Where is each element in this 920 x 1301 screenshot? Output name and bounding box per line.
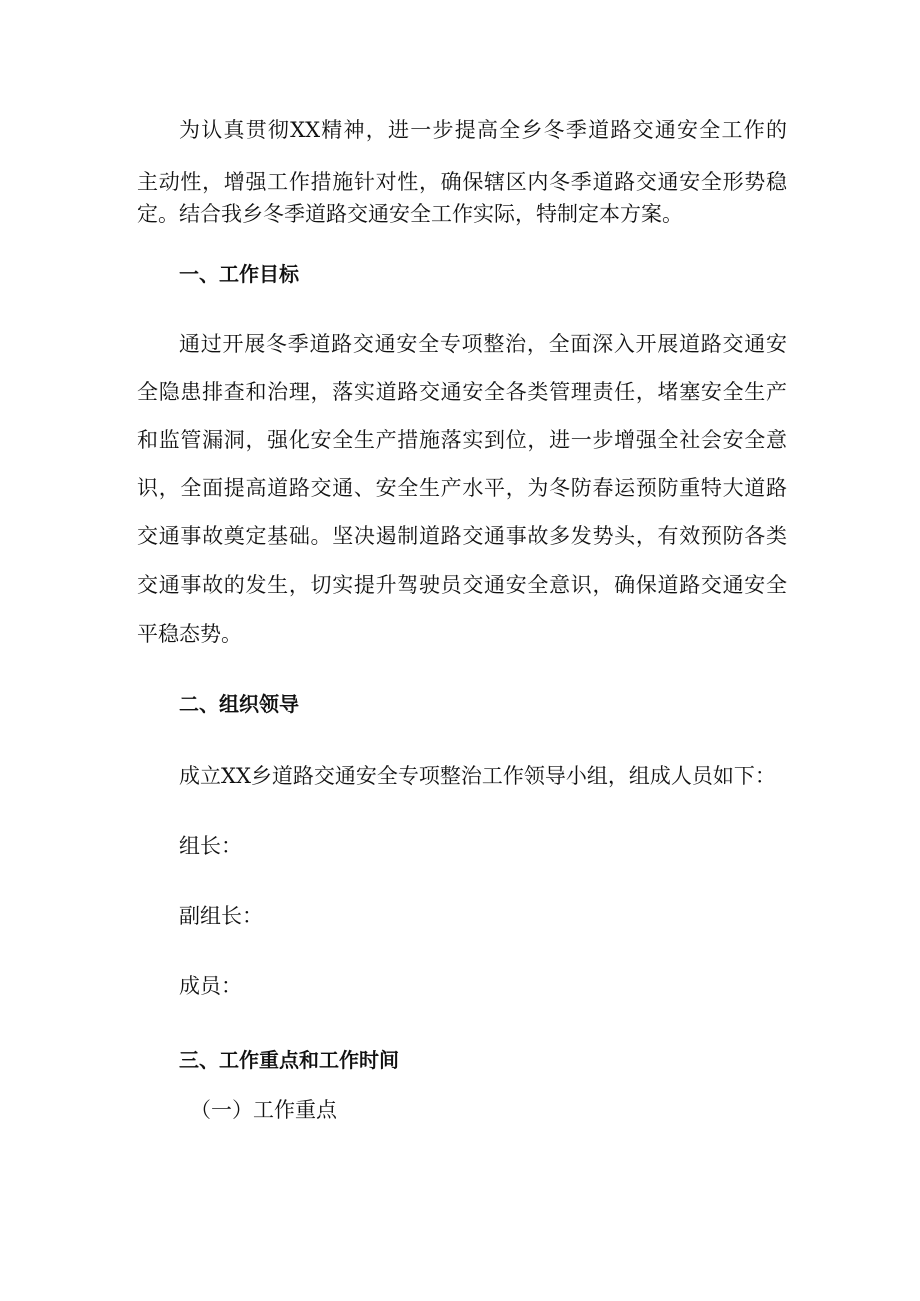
org-deputy: 副组长： — [179, 904, 263, 928]
goal-line-6: 交通事故的发生，切实提升驾驶员交通安全意识，确保道路交通安全 — [137, 573, 787, 597]
intro-line-1: 为认真贯彻XX精神，进一步提高全乡冬季道路交通安全工作的 — [179, 118, 787, 142]
goal-line-3: 和监管漏洞，强化安全生产措施落实到位，进一步增强全社会安全意 — [137, 428, 787, 452]
intro-line-3: 定。结合我乡冬季道路交通安全工作实际，特制定本方案。 — [137, 202, 683, 226]
goal-line-7: 平稳态势。 — [137, 622, 242, 646]
goal-line-1: 通过开展冬季道路交通安全专项整治，全面深入开展道路交通安 — [179, 332, 787, 356]
section-heading-work-goal: 一、工作目标 — [179, 262, 299, 286]
goal-line-4: 识，全面提高道路交通、安全生产水平，为冬防春运预防重特大道路 — [137, 476, 787, 500]
org-members: 成员： — [179, 974, 242, 998]
goal-line-5: 交通事故奠定基础。坚决遏制道路交通事故多发势头，有效预防各类 — [137, 524, 787, 548]
section-heading-organization: 二、组织领导 — [179, 692, 299, 716]
org-intro: 成立XX乡道路交通安全专项整治工作领导小组，组成人员如下： — [179, 764, 776, 788]
org-leader: 组长： — [179, 834, 242, 858]
subsection-work-focus: （一）工作重点 — [190, 1098, 337, 1122]
goal-line-2: 全隐患排查和治理，落实道路交通安全各类管理责任，堵塞安全生产 — [137, 380, 787, 404]
section-heading-focus-time: 三、工作重点和工作时间 — [179, 1048, 399, 1072]
intro-line-2: 主动性，增强工作措施针对性，确保辖区内冬季道路交通安全形势稳 — [137, 170, 787, 194]
